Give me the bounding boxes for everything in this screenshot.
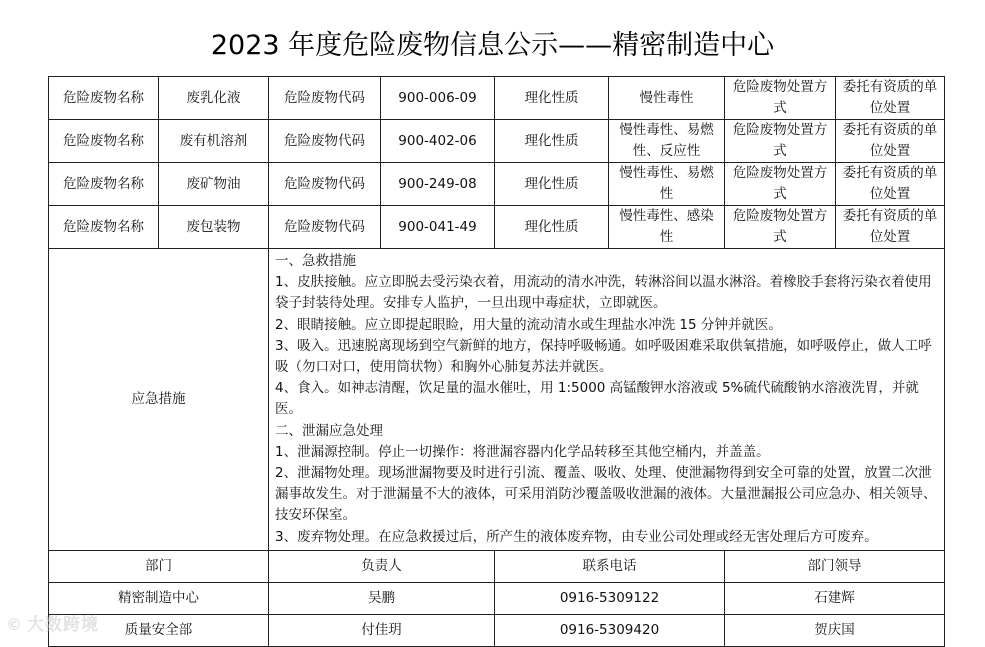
contacts-row (49, 614, 945, 646)
waste-property: 慢性毒性、易燃性 (609, 163, 725, 206)
emergency-item: 1、皮肤接触。应立即脱去受污染衣着，用流动的清水冲洗，转淋浴间以温水淋浴。着橡胶手套将污染衣着使用袋子封装待处理。安排专人监护，一旦出现中毒症状，立即就医。 (275, 274, 932, 312)
watermark (6, 614, 99, 636)
contact-department: 质量安全部 (49, 614, 269, 646)
waste-disposal-method: 危险废物处置方式 (725, 77, 836, 120)
emergency-heading: 二、泄漏应急处理 (275, 422, 383, 439)
waste-disposal-unit: 委托有资质的单位处置 (836, 120, 945, 163)
waste-disposal-unit: 委托有资质的单位处置 (836, 77, 945, 120)
waste-property-label: 理化性质 (495, 77, 609, 120)
waste-property: 慢性毒性、易燃性、反应性 (609, 120, 725, 163)
emergency-item: 2、眼睛接触。应立即提起眼睑，用大量的流动清水或生理盐水冲洗 15 分钟并就医。 (275, 316, 782, 333)
waste-name-label: 危险废物名称 (49, 163, 159, 206)
header-department-leader: 部门领导 (725, 550, 945, 582)
contact-department: 精密制造中心 (49, 582, 269, 614)
waste-code: 900-402-06 (381, 120, 495, 163)
contact-person: 付佳玥 (269, 614, 495, 646)
waste-row (49, 120, 945, 163)
header-phone: 联系电话 (495, 550, 725, 582)
waste-code: 900-006-09 (381, 77, 495, 120)
waste-disposal-unit: 委托有资质的单位处置 (836, 206, 945, 249)
waste-disposal-unit: 委托有资质的单位处置 (836, 163, 945, 206)
waste-property-label: 理化性质 (495, 120, 609, 163)
emergency-item: 1、泄漏源控制。停止一切操作：将泄漏容器内化学品转移至其他空桶内，并盖盖。 (275, 443, 770, 460)
waste-row (49, 163, 945, 206)
emergency-row (49, 249, 945, 551)
contact-leader: 贺庆国 (725, 614, 945, 646)
waste-property: 慢性毒性 (609, 77, 725, 120)
waste-name-label: 危险废物名称 (49, 77, 159, 120)
header-person-in-charge: 负责人 (269, 550, 495, 582)
header-department: 部门 (49, 550, 269, 582)
watermark-logo-icon: © (6, 615, 23, 634)
waste-row (49, 77, 945, 120)
waste-code-label: 危险废物代码 (269, 163, 381, 206)
emergency-label: 应急措施 (49, 249, 269, 551)
contact-phone: 0916-5309420 (495, 614, 725, 646)
waste-property-label: 理化性质 (495, 163, 609, 206)
emergency-item: 3、吸入。迅速脱离现场到空气新鲜的地方，保持呼吸畅通。如呼吸困难采取供氧措施，如呼吸停止，做人工呼吸（勿口对口，使用筒状物）和胸外心肺复苏法并就医。 (275, 337, 932, 376)
hazardous-waste-table (48, 76, 945, 647)
contacts-row (49, 582, 945, 614)
waste-code-label: 危险废物代码 (269, 120, 381, 163)
emergency-item: 4、食入。如神志清醒，饮足量的温水催吐，用 1:5000 高锰酸钾水溶液或 5%硫代硫酸钠水溶液洗胃，并就医。 (275, 380, 919, 418)
emergency-heading: 一、急救措施 (275, 253, 356, 269)
waste-name-label: 危险废物名称 (49, 206, 159, 249)
contact-leader: 石建辉 (725, 582, 945, 614)
emergency-content (269, 249, 945, 551)
waste-code-label: 危险废物代码 (269, 206, 381, 249)
waste-property-label: 理化性质 (495, 206, 609, 249)
waste-name: 废乳化液 (159, 77, 269, 120)
waste-disposal-method: 危险废物处置方式 (725, 163, 836, 206)
waste-row (49, 206, 945, 249)
waste-disposal-method: 危险废物处置方式 (725, 206, 836, 249)
waste-code: 900-249-08 (381, 163, 495, 206)
waste-name: 废包装物 (159, 206, 269, 249)
waste-code: 900-041-49 (381, 206, 495, 249)
emergency-item: 2、泄漏物处理。现场泄漏物要及时进行引流、覆盖、吸收、处理、使泄漏物得到安全可靠的处置，放置二次泄漏事故发生。对于泄漏量不大的液体，可采用消防沙覆盖吸收泄漏的液体。大量泄漏报公司应急办、相关领导、技安环保室。 (275, 465, 937, 524)
waste-name-label: 危险废物名称 (49, 120, 159, 163)
contacts-header-row (49, 550, 945, 582)
waste-code-label: 危险废物代码 (269, 77, 381, 120)
page-title: 2023 年度危险废物信息公示——精密制造中心 (210, 30, 775, 61)
waste-name: 废矿物油 (159, 163, 269, 206)
contact-person: 吴鹏 (269, 582, 495, 614)
watermark-text: 大数跨境 (27, 615, 99, 635)
emergency-item: 3、废弃物处理。在应急救援过后，所产生的液体废弃物，由专业公司处理或经无害处理后方可废弃。 (275, 528, 878, 545)
waste-name: 废有机溶剂 (159, 120, 269, 163)
waste-disposal-method: 危险废物处置方式 (725, 120, 836, 163)
contact-phone: 0916-5309122 (495, 582, 725, 614)
waste-property: 慢性毒性、感染性 (609, 206, 725, 249)
